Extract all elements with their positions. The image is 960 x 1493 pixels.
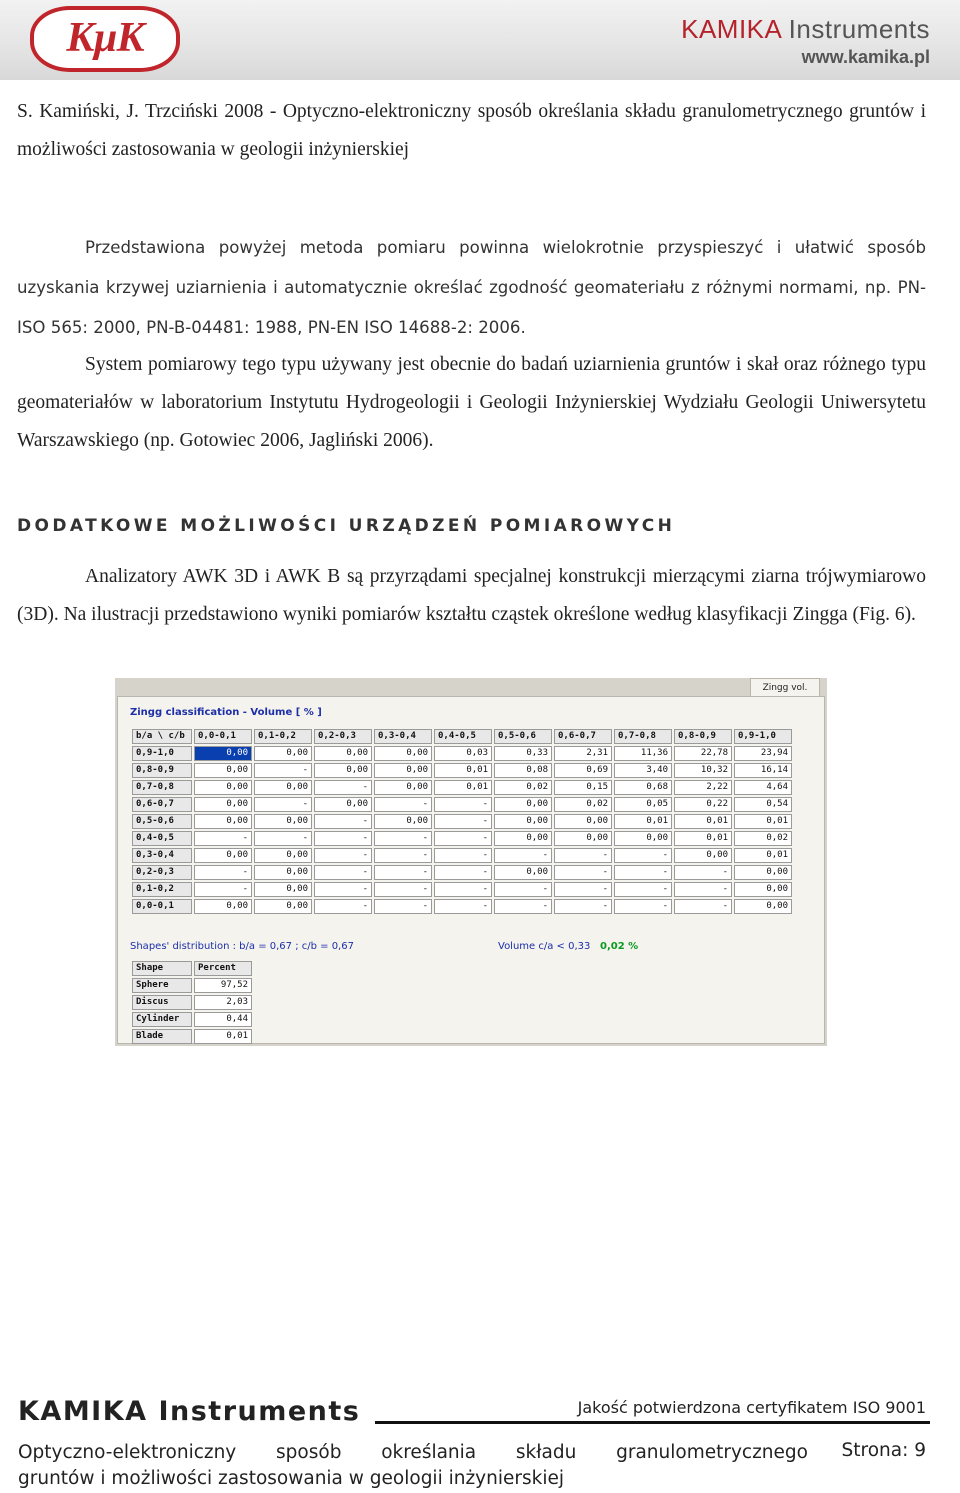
zingg-vol-table-tab[interactable]: Zingg vol. [750,678,820,696]
table-cell: 0,00 [674,848,732,863]
table-cell: 0,01 [434,763,492,778]
table-cell: 0,00 [614,831,672,846]
table-row [132,797,792,812]
paragraph-1: Przedstawiona powyżej metoda pomiaru powinna wielokrotnie przyspieszyć i ułatwić sposób uzyskania krzywej uziarnienia i automatycznie określać zgodność geomateriału z różnymi normami, np. PN-ISO 565: 2000, PN-B-04481: 1988, PN-EN ISO 14688-2: 2006. [17,238,926,337]
header-banner [0,0,960,80]
table-cell: 0,00 [254,780,312,795]
page-number: Strona: 9 [841,1440,926,1461]
table-cell: - [434,814,492,829]
brand-url: www.kamika.pl [801,47,930,67]
table-cell: - [254,797,312,812]
table-cell: 0,03 [434,746,492,761]
table-cell: 0,00 [194,899,252,914]
table-cell: - [554,865,612,880]
zingg-table [130,727,794,916]
column-header-cell: 0,0-0,1 [194,729,252,744]
brand-name-part-2: Instruments [780,14,930,44]
paragraph-2: System pomiarowy tego typu używany jest obecnie do badań uziarnienia gruntów i skał oraz różnego typu geomateriałów w laboratorium Instytutu Hydrogeologii i Geologii Inżynierskiej Wydziału Geologii Uniwersytetu Warszawskiego (np. Gotowiec 2006, Jagliński 2006). [17,354,926,451]
row-header-cell: 0,9-1,0 [132,746,192,761]
row-header-cell: 0,1-0,2 [132,882,192,897]
shape-name-cell: Blade [132,1029,192,1044]
table-cell: 0,69 [554,763,612,778]
table-row [132,865,792,880]
footer-title-word: sposób [276,1442,342,1463]
table-cell: 0,00 [194,814,252,829]
table-cell: 0,00 [314,746,372,761]
column-header-cell: 0,7-0,8 [614,729,672,744]
row-header-cell: 0,8-0,9 [132,763,192,778]
table-cell: 0,00 [254,882,312,897]
shape-name-cell: Cylinder [132,1012,192,1027]
zingg-figure [115,678,827,1046]
footer-title-word: Optyczno-elektroniczny [18,1442,237,1463]
table-cell: 0,08 [494,763,552,778]
table-row [132,780,792,795]
row-header-cell: 0,7-0,8 [132,780,192,795]
table-cell: 0,00 [254,746,312,761]
table-cell: 0,05 [614,797,672,812]
table-row [132,746,792,761]
table-cell: 0,00 [314,797,372,812]
table-cell: - [434,882,492,897]
brand-name-part-1: KAMIKA [681,14,781,44]
column-header-cell: 0,3-0,4 [374,729,432,744]
table-cell: - [314,780,372,795]
table-cell: 0,01 [434,780,492,795]
row-header-cell: 0,2-0,3 [132,865,192,880]
logo-text: KµK [66,15,144,61]
table-cell: 0,00 [194,848,252,863]
table-cell: - [434,831,492,846]
column-header-cell: 0,8-0,9 [674,729,732,744]
citation: S. Kamiński, J. Trzciński 2008 - Optyczno-elektroniczny sposób określania składu granulometrycznego gruntów i możliwości zastosowania w geologii inżynierskiej [17,101,926,160]
figure-panel [117,696,825,1044]
table-cell: - [374,831,432,846]
row-header-cell: 0,0-0,1 [132,899,192,914]
row-header-cell: 0,3-0,4 [132,848,192,863]
table-cell: - [494,882,552,897]
column-header-cell: 0,4-0,5 [434,729,492,744]
shapes-row [132,1029,252,1044]
table-cell: 0,00 [374,814,432,829]
table-cell: - [314,831,372,846]
table-cell: - [374,899,432,914]
column-header-cell: 0,2-0,3 [314,729,372,744]
table-cell: 0,00 [494,865,552,880]
table-row [132,882,792,897]
table-row [132,899,792,914]
footer-title-word: granulometrycznego [616,1442,808,1463]
table-row [132,814,792,829]
table-cell: 0,00 [194,797,252,812]
table-cell: 0,01 [674,814,732,829]
table-cell: 0,00 [254,848,312,863]
table-cell: 0,00 [734,882,792,897]
table-cell: - [554,882,612,897]
shapes-distribution-label: Shapes' distribution : b/a = 0,67 ; c/b = 0,67 [130,941,354,952]
table-cell: 0,00 [494,831,552,846]
table-cell: - [434,797,492,812]
table-cell: - [374,848,432,863]
table-cell: 0,01 [614,814,672,829]
table-cell: 0,01 [734,848,792,863]
table-cell: 23,94 [734,746,792,761]
row-header-cell: 0,4-0,5 [132,831,192,846]
table-cell: 0,00 [194,763,252,778]
footer-document-title [18,1440,808,1492]
table-cell: 0,01 [674,831,732,846]
table-cell: 0,00 [254,899,312,914]
table-cell: - [674,882,732,897]
footer-title-line-1 [18,1440,808,1466]
shape-percent-cell: 0,01 [194,1029,252,1044]
table-cell: 0,00 [494,814,552,829]
brand-name [681,14,930,45]
shapes-header-cell: Percent [194,961,252,976]
table-cell: - [194,882,252,897]
table-cell: - [194,865,252,880]
table-cell: 0,00 [374,780,432,795]
table-cell: - [434,865,492,880]
table-cell: - [554,899,612,914]
table-cell: 0,00 [374,763,432,778]
shapes-row [132,995,252,1010]
shapes-table [130,959,254,1046]
table-cell: 3,40 [614,763,672,778]
footer-title-word: określania [381,1442,477,1463]
table-cell: - [494,848,552,863]
row-header-cell: 0,5-0,6 [132,814,192,829]
table-cell: - [314,899,372,914]
table-cell: - [614,899,672,914]
table-cell: 0,00 [554,831,612,846]
table-cell: 0,00 [554,814,612,829]
table-cell: - [314,882,372,897]
table-cell: - [314,865,372,880]
table-cell: 0,15 [554,780,612,795]
shape-name-cell: Discus [132,995,192,1010]
table-cell: 0,00 [254,814,312,829]
table-cell: 0,01 [734,814,792,829]
brand-block [681,14,930,68]
footer-title-line-2: gruntów i możliwości zastosowania w geologii inżynierskiej [18,1468,564,1489]
shapes-header-row [132,961,252,976]
table-cell: 22,78 [674,746,732,761]
table-cell: - [194,831,252,846]
shape-percent-cell: 97,52 [194,978,252,993]
table-cell: 0,00 [194,780,252,795]
table-cell: 0,02 [734,831,792,846]
table-cell: 0,33 [494,746,552,761]
table-cell: 10,32 [674,763,732,778]
column-header-cell: 0,9-1,0 [734,729,792,744]
table-cell: - [374,882,432,897]
table-cell: 0,00 [734,865,792,880]
table-row [132,848,792,863]
table-cell: - [254,763,312,778]
table-cell: - [674,899,732,914]
table-cell: - [614,848,672,863]
table-cell: 4,64 [734,780,792,795]
row-header-cell: 0,6-0,7 [132,797,192,812]
paragraph-3: Analizatory AWK 3D i AWK B są przyrządami specjalnej konstrukcji mierzącymi ziarna trójwymiarowo (3D). Na ilustracji przedstawiono wyniki pomiarów kształtu cząstek określone według klasyfikacji Zingga (Fig. 6). [17,566,926,625]
table-cell: - [434,848,492,863]
shapes-header-cell: Shape [132,961,192,976]
table-cell: - [314,848,372,863]
table-cell: 0,00 [494,797,552,812]
table-header-row [132,729,792,744]
table-cell: 0,68 [614,780,672,795]
table-row [132,831,792,846]
table-cell: - [494,899,552,914]
table-cell: - [254,831,312,846]
footer-title-word: składu [515,1442,577,1463]
shape-percent-cell: 2,03 [194,995,252,1010]
volume-value: 0,02 % [600,941,639,952]
table-row [132,763,792,778]
figure-title: Zingg classification - Volume [ % ] [130,707,322,718]
table-cell: 0,00 [254,865,312,880]
column-header-cell: 0,5-0,6 [494,729,552,744]
corner-header-cell: b/a \ c/b [132,729,192,744]
table-cell: - [614,882,672,897]
table-cell: 0,54 [734,797,792,812]
column-header-cell: 0,1-0,2 [254,729,312,744]
kuk-logo [30,6,180,72]
shape-percent-cell: 0,44 [194,1012,252,1027]
shapes-row [132,978,252,993]
shapes-row [132,1012,252,1027]
footer-certification: Jakość potwierdzona certyfikatem ISO 9001 [577,1398,926,1417]
footer-divider [375,1421,930,1424]
table-cell: 0,00 [734,899,792,914]
table-cell: 0,02 [554,797,612,812]
volume-label: Volume c/a < 0,33 [498,941,591,952]
footer-brand: KAMIKA Instruments [18,1396,361,1427]
table-cell: - [674,865,732,880]
table-cell: 0,02 [494,780,552,795]
table-cell: - [314,814,372,829]
column-header-cell: 0,6-0,7 [554,729,612,744]
shape-name-cell: Sphere [132,978,192,993]
table-cell: - [554,848,612,863]
table-cell: 0,00 [374,746,432,761]
table-cell: - [614,865,672,880]
table-cell: 0,00 [314,763,372,778]
table-cell: 2,22 [674,780,732,795]
table-cell: 11,36 [614,746,672,761]
table-cell: - [434,899,492,914]
table-cell: 2,31 [554,746,612,761]
table-cell: - [374,797,432,812]
table-cell: 16,14 [734,763,792,778]
section-heading: DODATKOWE MOŻLIWOŚCI URZĄDZEŃ POMIAROWYCH [17,516,676,536]
table-cell: 0,22 [674,797,732,812]
table-cell: 0,00 [194,746,252,761]
table-cell: - [374,865,432,880]
